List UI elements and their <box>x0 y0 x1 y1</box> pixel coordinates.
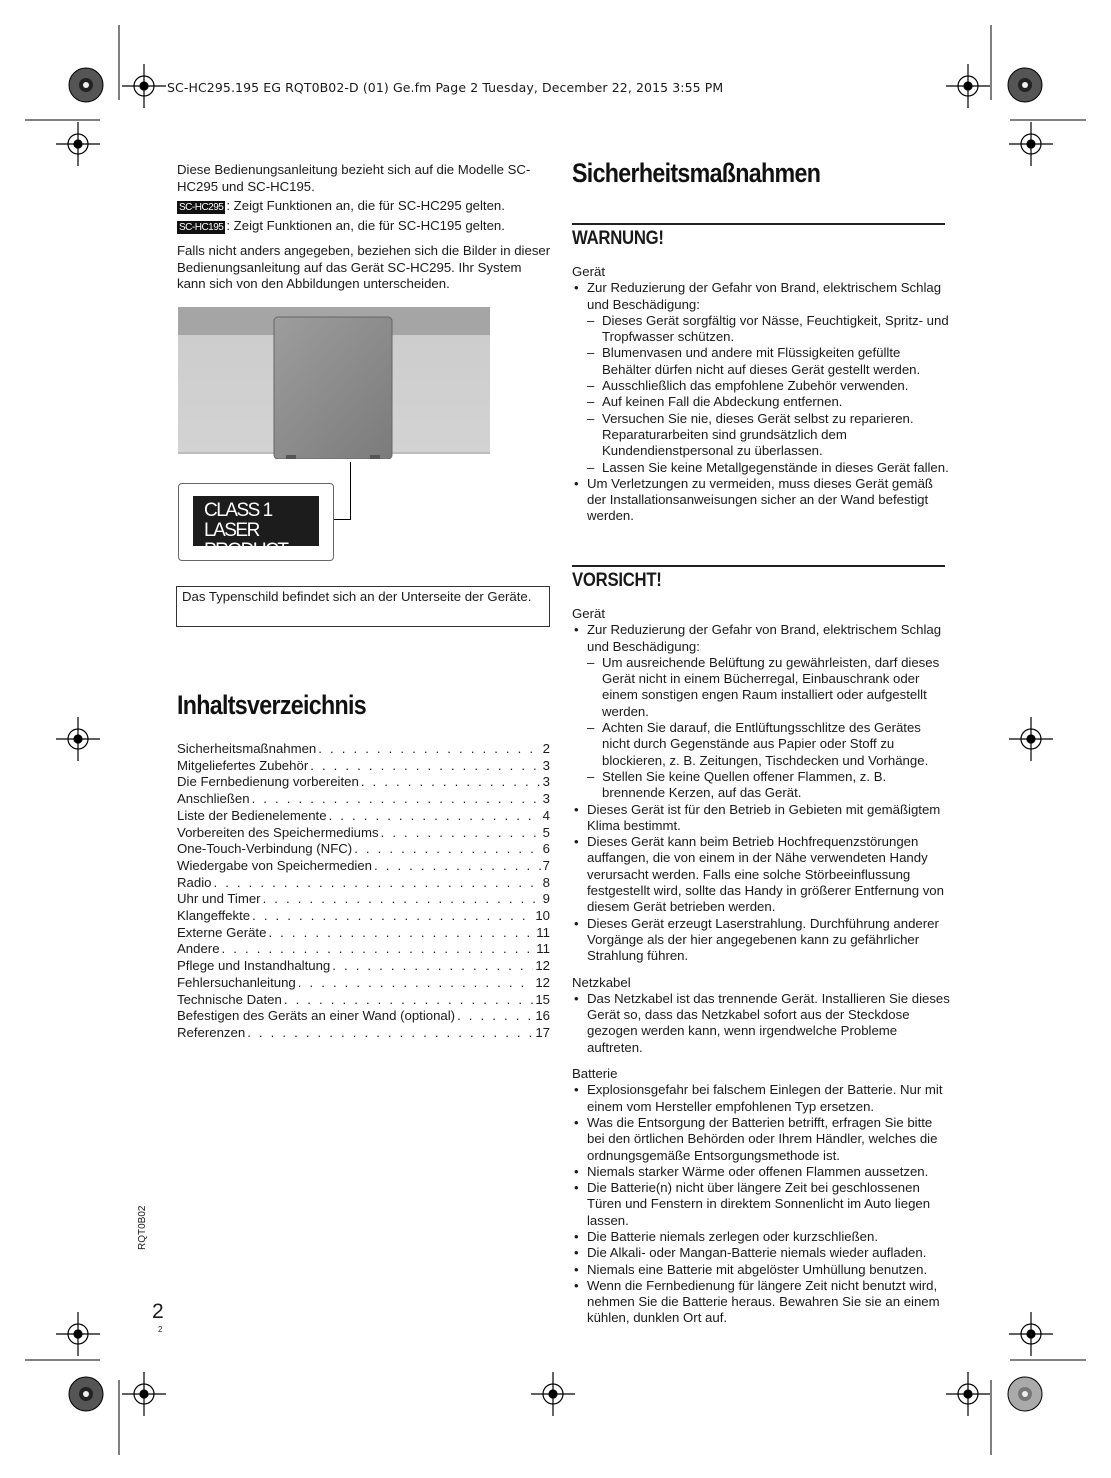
list-item: • Was die Entsorgung der Batterien betrifft, erfragen Sie bitte bei den örtlichen Behörden oder Ihrem Händler, welches die ordnungsgemäße Entsorgungsmethode ist. <box>572 1115 950 1164</box>
caution-header <box>572 565 945 592</box>
toc-page: 6 <box>542 841 550 857</box>
model-description: : Zeigt Funktionen an, die für SC-HC195 gelten. <box>226 217 505 233</box>
toc-label: Andere <box>177 941 220 957</box>
toc-heading-wrap <box>177 690 397 721</box>
list-item: – Auf keinen Fall die Abdeckung entfernen. <box>587 394 950 410</box>
print-header-line: SC-HC295.195 EG RQT0B02-D (01) Ge.fm Page 2 Tuesday, December 22, 2015 3:55 PM <box>167 80 724 95</box>
toc-page: 2 <box>542 741 550 756</box>
list-item: – Um ausreichende Belüftung zu gewährleisten, darf dieses Gerät nicht in einem Bücherregal, Einbauschrank oder einem sonstigen engen Raum installiert oder aufgestellt werden. <box>587 655 950 720</box>
safety-heading-wrap <box>572 158 861 189</box>
toc-label: Vorbereiten des Speichermediums <box>177 824 379 840</box>
list-item: • Wenn die Fernbedienung für längere Zeit nicht benutzt wird, nehmen Sie die Batterie heraus. Bewahren Sie sie an einem kühlen, dunklen Ort auf. <box>572 1278 950 1327</box>
list-item <box>572 280 950 476</box>
warning-header <box>572 223 945 250</box>
intro-text: Diese Bedienungsanleitung bezieht sich auf die Modelle SC-HC295 und SC-HC195. <box>177 162 531 194</box>
warning-subheading: Gerät <box>572 264 605 279</box>
toc-page: 16 <box>535 1008 550 1024</box>
safety-heading: Sicherheitsmaßnahmen <box>572 158 821 188</box>
toc-entry[interactable] <box>177 1008 550 1025</box>
toc-entry[interactable] <box>177 941 550 958</box>
toc-label: Externe Geräte <box>177 924 267 940</box>
list-item: • Dieses Gerät erzeugt Laserstrahlung. Durchführung anderer Vorgänge als der hier angegebenen kann zu gefährlicher Strahlung führen. <box>572 916 950 965</box>
bullet-text: Zur Reduzierung der Gefahr von Brand, elektrischem Schlag und Beschädigung: <box>587 622 942 654</box>
toc-entry[interactable] <box>177 875 550 892</box>
list-item <box>572 622 950 801</box>
toc-entry[interactable] <box>177 741 550 758</box>
model-description: : Zeigt Funktionen an, die für SC-HC295 gelten. <box>226 198 505 213</box>
toc-entry[interactable] <box>177 958 550 975</box>
list-item: – Lassen Sie keine Metallgegenstände in dieses Gerät fallen. <box>587 460 950 476</box>
toc-page: 15 <box>535 991 550 1007</box>
toc-label: Radio <box>177 874 212 890</box>
toc-page: 3 <box>542 791 550 807</box>
toc-label: Anschließen <box>177 791 250 807</box>
laser-label <box>178 483 334 561</box>
document-code: RQT0B02 <box>137 1205 148 1250</box>
list-item: • Die Alkali- oder Mangan-Batterie niemals wieder aufladen. <box>572 1245 950 1261</box>
table-of-contents <box>177 741 550 1042</box>
list-item: – Blumenvasen und andere mit Flüssigkeiten gefüllte Behälter dürfen nicht auf dieses Gerät gestellt werden. <box>587 345 950 378</box>
bullet-text: Zur Reduzierung der Gefahr von Brand, elektrischem Schlag und Beschädigung: <box>587 280 942 312</box>
list-item: – Dieses Gerät sorgfältig vor Nässe, Feuchtigkeit, Spritz- und Tropfwasser schützen. <box>587 313 950 346</box>
laser-label-plate <box>193 496 319 561</box>
toc-page: 9 <box>542 891 550 907</box>
toc-page: 11 <box>536 941 550 957</box>
toc-heading: Inhaltsverzeichnis <box>177 690 366 720</box>
warning-heading: WARNUNG! <box>572 228 664 249</box>
toc-entry[interactable] <box>177 858 550 875</box>
toc-page: 7 <box>542 857 550 873</box>
caution-subheading: Gerät <box>572 606 605 621</box>
rating-plate-note: Das Typenschild befindet sich an der Unterseite der Geräte. <box>176 586 550 627</box>
toc-label: Klangeffekte <box>177 908 251 924</box>
toc-label: Die Fernbedienung vorbereiten <box>177 774 359 790</box>
caution-block <box>572 606 950 1327</box>
list-item: – Versuchen Sie nie, dieses Gerät selbst zu reparieren. Reparaturarbeiten sind grundsätzlich dem Kundendienstpersonal zu überlassen. <box>587 411 950 460</box>
toc-label: Referenzen <box>177 1024 246 1040</box>
toc-page: 3 <box>542 757 550 773</box>
list-item: • Explosionsgefahr bei falschem Einlegen der Batterie. Nur mit einem vom Hersteller empfohlenen Typ ersetzen. <box>572 1082 950 1115</box>
toc-label: Pflege und Instandhaltung <box>177 958 331 974</box>
toc-page: 8 <box>542 874 550 890</box>
model-badge: SC-HC295 <box>179 202 224 213</box>
device-illustration <box>178 307 490 459</box>
list-item: – Stellen Sie keine Quellen offener Flammen, z. B. brennende Kerzen, auf das Gerät. <box>587 769 950 802</box>
toc-entry[interactable] <box>177 992 550 1009</box>
model-line-hc295 <box>177 198 552 215</box>
battery-subheading: Batterie <box>572 1066 618 1082</box>
toc-entry[interactable] <box>177 808 550 825</box>
toc-entry[interactable] <box>177 975 550 992</box>
toc-label: Technische Daten <box>177 991 282 1007</box>
list-item: – Achten Sie darauf, die Entlüftungsschlitze des Gerätes nicht durch Gegenstände aus Papier oder Stoff zu blockieren, z. B. Zeitungen, Tischdecken und Vorhänge. <box>587 720 950 769</box>
toc-label: Wiedergabe von Speichermedien <box>177 857 372 873</box>
intro-block <box>177 162 552 234</box>
list-item: • Dieses Gerät ist für den Betrieb in Gebieten mit gemäßigtem Klima bestimmt. <box>572 802 950 835</box>
warning-block <box>572 264 950 525</box>
toc-label: Uhr und Timer <box>177 891 261 907</box>
toc-page: 12 <box>535 974 550 990</box>
illustration-note: Falls nicht anders angegeben, beziehen sich die Bilder in dieser Bedienungsanleitung auf das Gerät SC-HC295. Ihr System kann sich von den Abbildungen unterscheiden. <box>177 243 551 291</box>
toc-entry[interactable] <box>177 774 550 791</box>
list-item: • Niemals starker Wärme oder offenen Flammen aussetzen. <box>572 1164 950 1180</box>
toc-label: Befestigen des Geräts an einer Wand (optional) <box>177 1008 456 1024</box>
list-item: • Niemals eine Batterie mit abgelöster Umhüllung benutzen. <box>572 1262 950 1278</box>
toc-entry[interactable] <box>177 825 550 842</box>
list-item: – Ausschließlich das empfohlene Zubehör verwenden. <box>587 378 950 394</box>
toc-page: 4 <box>542 807 550 823</box>
toc-page: 5 <box>542 824 550 840</box>
list-item: • Die Batterie niemals zerlegen oder kurzschließen. <box>572 1229 950 1245</box>
list-item: • Dieses Gerät kann beim Betrieb Hochfrequenzstörungen auffangen, die von einem in der Nähe verwendeten Handy verursacht werden. Falls eine solche Störbeeinflussung festgestellt wird, sollte das Handy in größerer Entfernung von diesem Gerät betrieben werden. <box>572 834 950 915</box>
label-leader-vertical <box>350 462 351 520</box>
toc-entry[interactable] <box>177 791 550 808</box>
toc-entry[interactable] <box>177 891 550 908</box>
page-number-small: 2 <box>158 1325 163 1334</box>
toc-entry[interactable] <box>177 841 550 858</box>
laser-class: CLASS 1 <box>204 500 272 521</box>
cable-subheading: Netzkabel <box>572 974 631 990</box>
toc-page: 17 <box>535 1024 550 1040</box>
toc-page: 11 <box>536 924 550 940</box>
toc-entry[interactable] <box>177 925 550 942</box>
toc-entry[interactable] <box>177 758 550 775</box>
model-line-hc195 <box>177 218 552 235</box>
toc-label: Mitgeliefertes Zubehör <box>177 757 309 773</box>
toc-page: 3 <box>542 774 550 790</box>
toc-entry[interactable] <box>177 1025 550 1042</box>
label-leader-horizontal <box>334 519 351 520</box>
list-item: • Die Batterie(n) nicht über längere Zeit bei geschlossenen Türen und Fenstern in direktem Sonnenlicht im Auto liegen lassen. <box>572 1180 950 1229</box>
laser-product: LASER PRODUCT <box>204 520 288 561</box>
caution-heading: VORSICHT! <box>572 570 662 591</box>
toc-label: Liste der Bedienelemente <box>177 807 327 823</box>
toc-page: 10 <box>535 908 550 924</box>
toc-page: 12 <box>535 958 550 974</box>
list-item: • Das Netzkabel ist das trennende Gerät. Installieren Sie dieses Gerät so, dass das Netzkabel sofort aus der Steckdose gezogen werden kann, wenn irgendwelche Probleme auftreten. <box>572 991 950 1056</box>
toc-label: One-Touch-Verbindung (NFC) <box>177 841 353 857</box>
toc-label: Fehlersuchanleitung <box>177 974 296 990</box>
model-badge: SC-HC195 <box>179 221 224 233</box>
toc-label: Sicherheitsmaßnahmen <box>177 741 317 756</box>
toc-entry[interactable] <box>177 908 550 925</box>
page-number: 2 <box>152 1300 164 1323</box>
list-item: • Um Verletzungen zu vermeiden, muss dieses Gerät gemäß der Installationsanweisungen sicher an der Wand befestigt werden. <box>572 476 950 525</box>
